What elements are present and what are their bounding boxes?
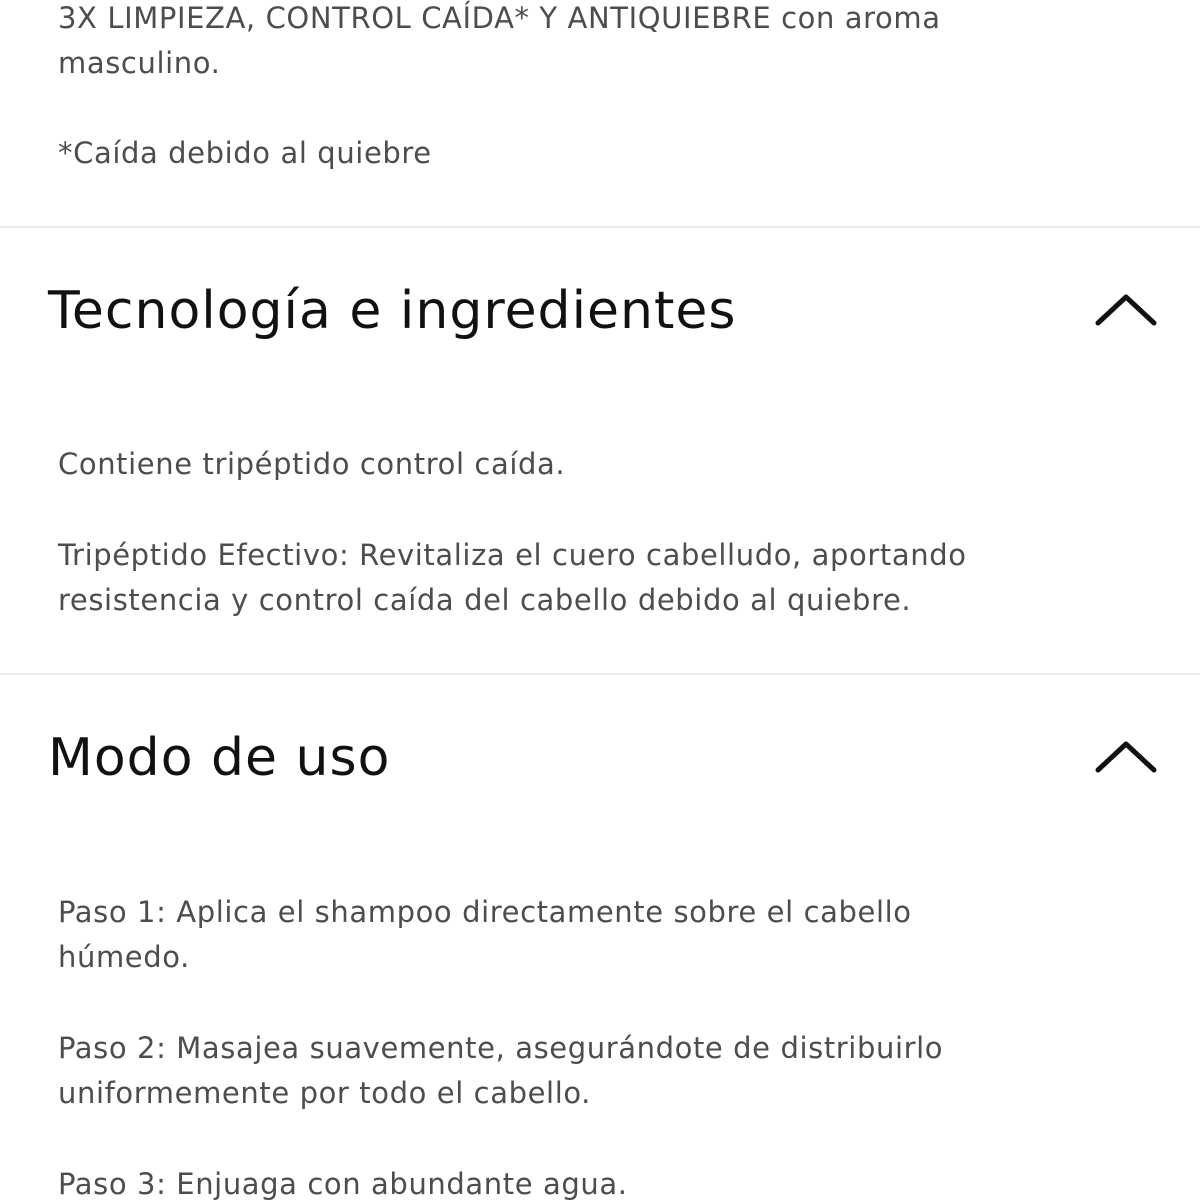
usage-line: húmedo. <box>58 940 190 974</box>
usage-step-3 <box>58 1162 1158 1200</box>
technology-line: Contiene tripéptido control caída. <box>58 447 566 481</box>
intro-line-1: 3X LIMPIEZA, CONTROL CAÍDA* Y ANTIQUIEBRE con aroma <box>58 1 941 35</box>
section-divider <box>0 673 1200 675</box>
section-title-usage: Modo de uso <box>48 728 391 788</box>
technology-line: resistencia y control caída del cabello debido al quiebre. <box>58 583 912 617</box>
usage-line: Paso 3: Enjuaga con abundante agua. <box>58 1167 628 1200</box>
intro-footnote: *Caída debido al quiebre <box>58 136 432 170</box>
section-title-technology: Tecnología e ingredientes <box>48 281 737 341</box>
usage-step-2 <box>58 1026 1158 1116</box>
accordion-header-technology[interactable] <box>0 256 1200 366</box>
section-divider <box>0 226 1200 228</box>
technology-line: Tripéptido Efectivo: Revitaliza el cuero cabelludo, aportando <box>58 538 967 572</box>
technology-paragraph-2 <box>58 533 1158 623</box>
accordion-header-usage[interactable] <box>0 703 1200 813</box>
usage-line: Paso 2: Masajea suavemente, asegurándote de distribuirlo <box>58 1031 944 1065</box>
intro-line-2: masculino. <box>58 46 221 80</box>
intro-description <box>58 0 1158 86</box>
usage-step-1 <box>58 890 1158 980</box>
usage-line: Paso 1: Aplica el shampoo directamente sobre el cabello <box>58 895 912 929</box>
chevron-up-icon[interactable] <box>1094 292 1158 328</box>
technology-paragraph-1 <box>58 442 1158 487</box>
chevron-up-icon[interactable] <box>1094 739 1158 775</box>
usage-line: uniformemente por todo el cabello. <box>58 1076 591 1110</box>
